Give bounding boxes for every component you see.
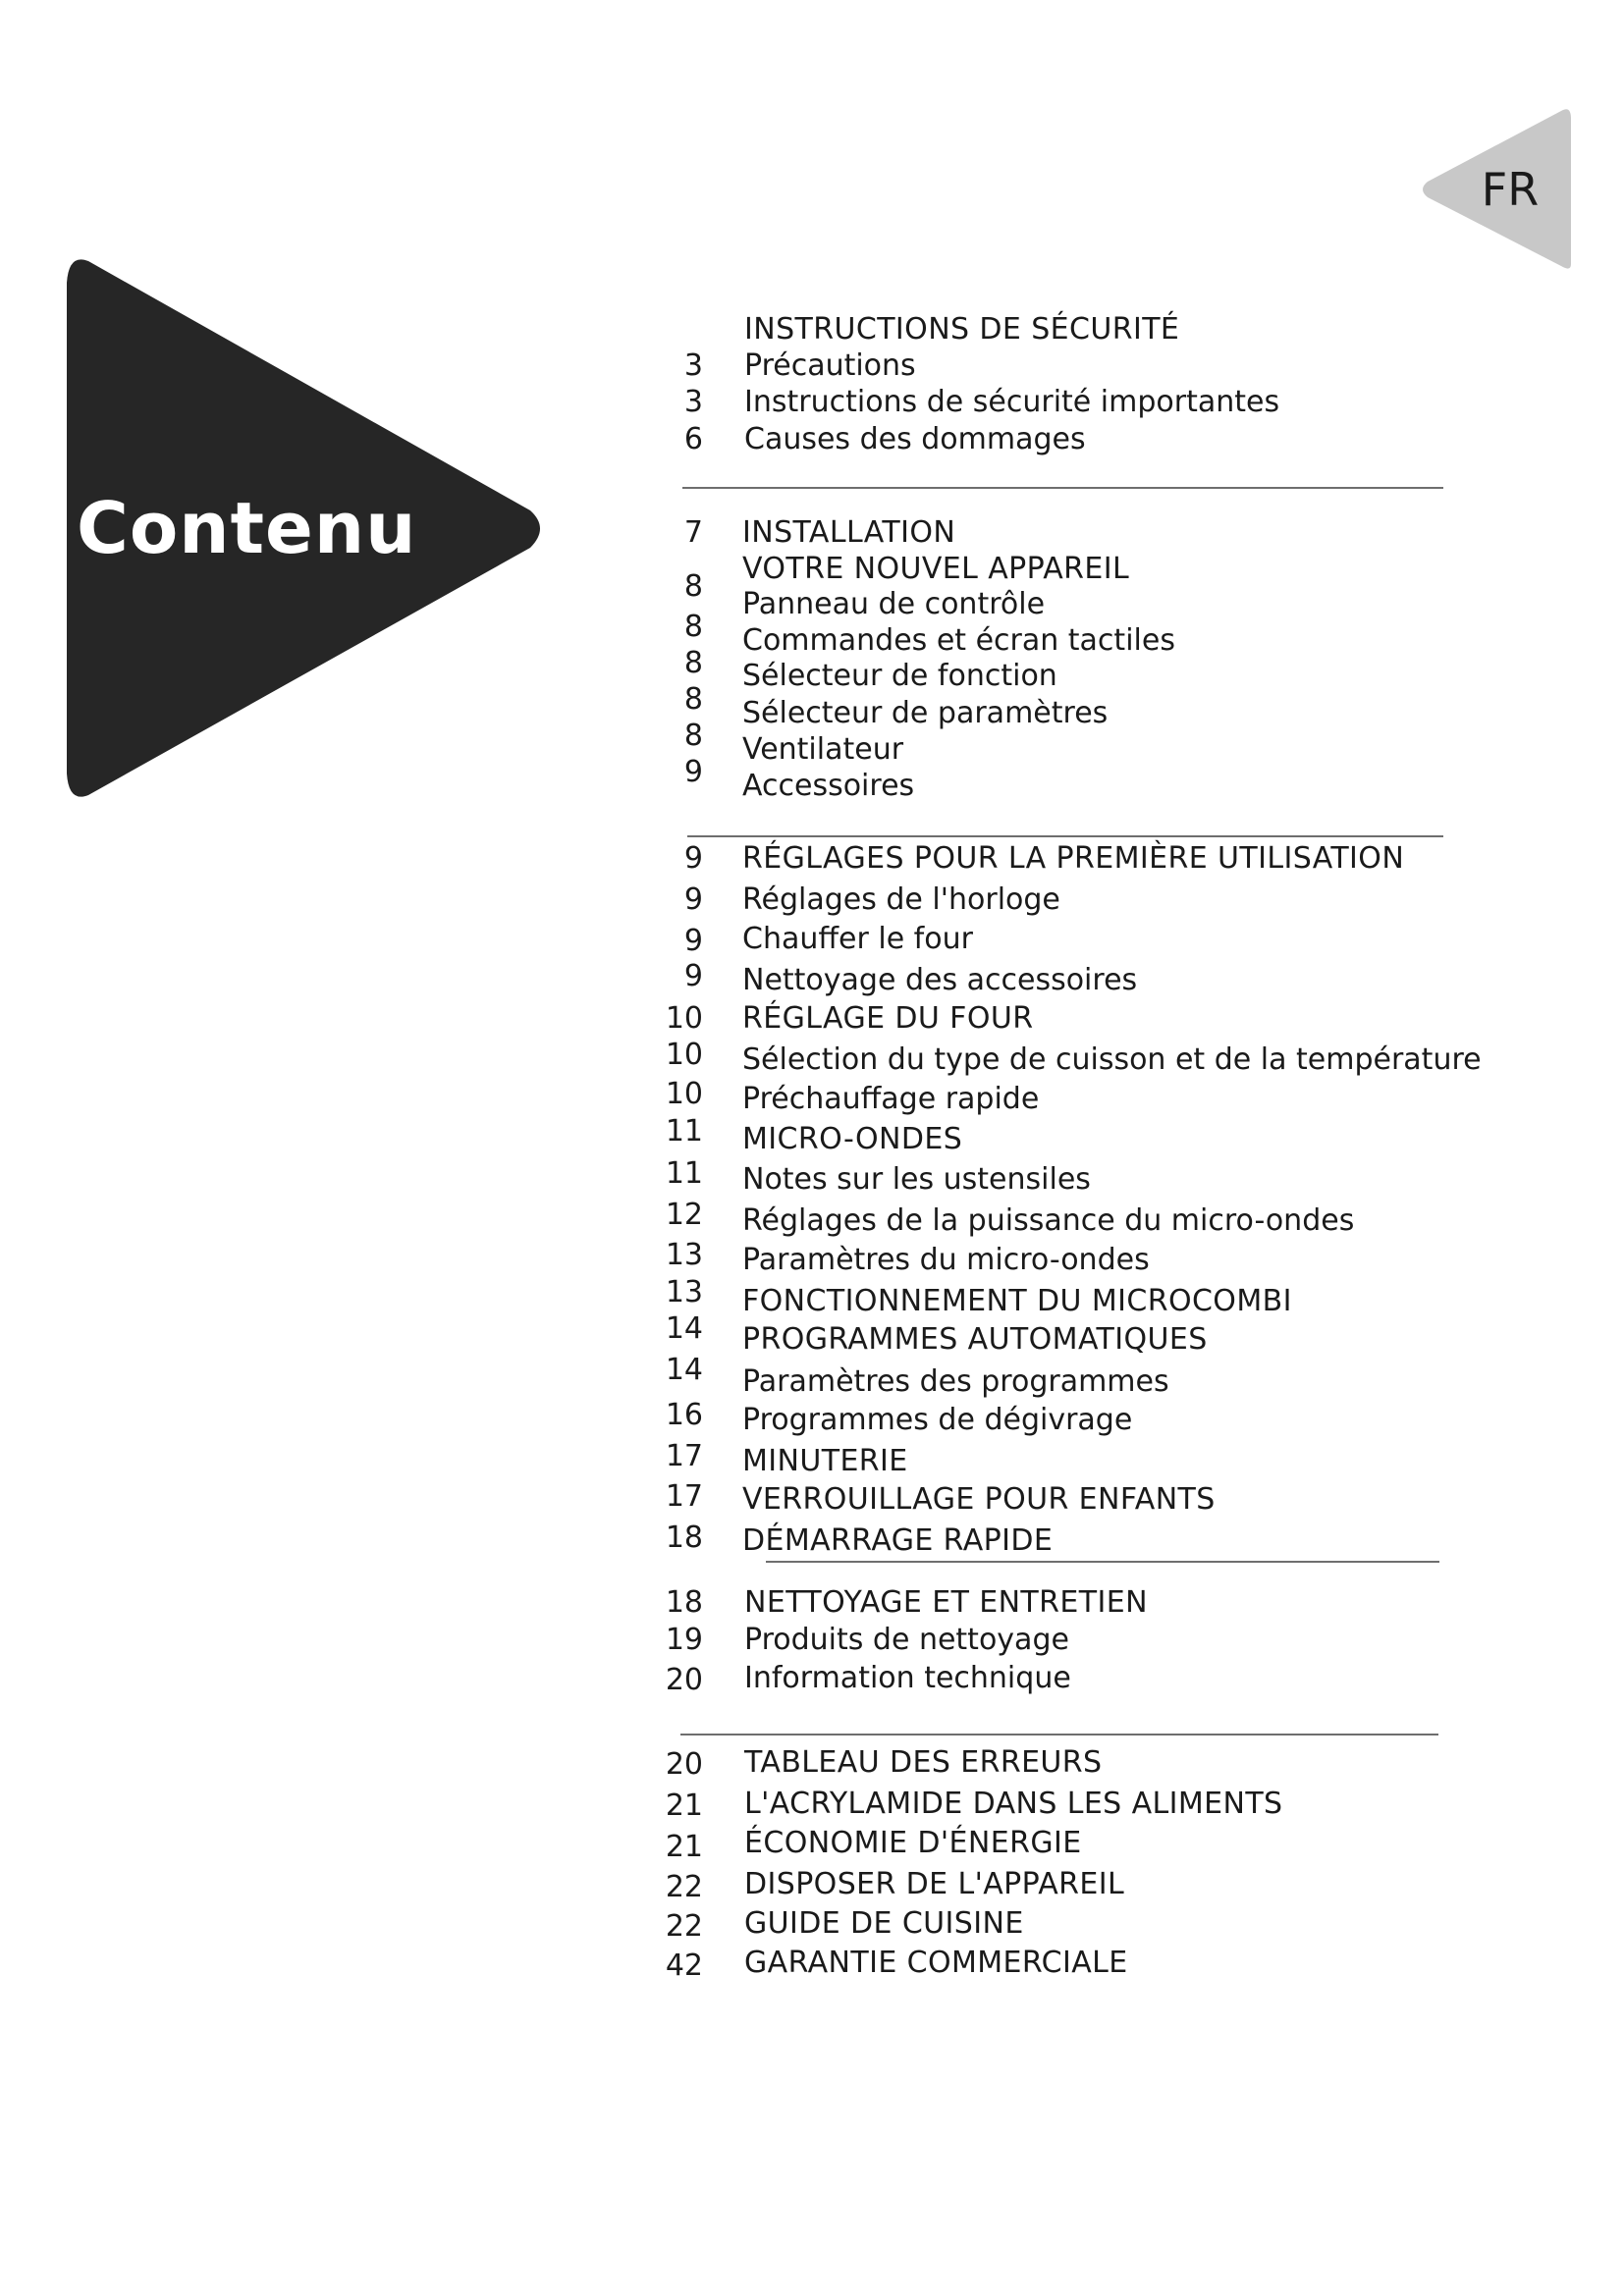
toc-entry-label: INSTRUCTIONS DE SÉCURITÉ <box>744 312 1180 347</box>
toc-entry-label: PROGRAMMES AUTOMATIQUES <box>742 1322 1208 1357</box>
toc-page-number: 20 <box>665 1663 703 1697</box>
toc-page-number: 8 <box>683 646 703 680</box>
toc-page-number: 16 <box>665 1398 703 1432</box>
toc-entry-label: TABLEAU DES ERREURS <box>744 1745 1103 1780</box>
toc-entry[interactable] <box>648 959 1591 999</box>
section-divider <box>766 1561 1439 1563</box>
toc-page-number: 21 <box>665 1789 703 1823</box>
toc-entry-label: VOTRE NOUVEL APPAREIL <box>742 552 1130 586</box>
toc-entry[interactable] <box>648 1786 1591 1823</box>
toc-entry[interactable] <box>648 1866 1591 1903</box>
toc-page-number: 10 <box>665 1077 703 1111</box>
toc-entry-label: Sélection du type de cuisson et de la température <box>742 1042 1482 1077</box>
toc-page-number: 10 <box>665 1001 703 1036</box>
toc-entry[interactable] <box>648 1439 1591 1480</box>
toc-page-number: 7 <box>683 515 703 550</box>
toc-entry-label: DÉMARRAGE RAPIDE <box>742 1523 1054 1558</box>
toc-page-number: 14 <box>665 1311 703 1346</box>
toc-entry[interactable] <box>648 514 1591 552</box>
toc-entry[interactable] <box>648 1238 1591 1279</box>
contents-title: Contenu <box>77 487 417 569</box>
toc-page-number: 9 <box>683 755 703 789</box>
toc-entry-label: VERROUILLAGE POUR ENFANTS <box>742 1482 1216 1517</box>
toc-entry[interactable] <box>648 1000 1591 1038</box>
toc-entry-label: INSTALLATION <box>742 515 956 550</box>
toc-entry[interactable] <box>648 921 1591 958</box>
toc-entry[interactable] <box>648 840 1591 878</box>
toc-entry-label: RÉGLAGE DU FOUR <box>742 1001 1034 1036</box>
toc-page-number: 17 <box>665 1479 703 1514</box>
toc-entry[interactable] <box>648 1905 1591 1943</box>
toc-entry-label: DISPOSER DE L'APPAREIL <box>744 1867 1125 1901</box>
toc-entry-label: Sélecteur de paramètres <box>742 696 1109 730</box>
section-divider <box>687 835 1443 837</box>
toc-page-number: 13 <box>665 1238 703 1272</box>
toc-page-number: 10 <box>665 1038 703 1072</box>
toc-page-number: 8 <box>683 610 703 644</box>
toc-page-number: 12 <box>665 1198 703 1232</box>
toc-page-number: 22 <box>665 1870 703 1904</box>
toc-page-number: 19 <box>665 1623 703 1657</box>
toc-entry-label: FONCTIONNEMENT DU MICROCOMBI <box>742 1284 1292 1318</box>
toc-entry[interactable] <box>648 1744 1591 1782</box>
toc-entry[interactable] <box>648 421 1591 458</box>
toc-page-number: 9 <box>683 841 703 876</box>
toc-page-number: 13 <box>665 1275 703 1309</box>
toc-entry[interactable] <box>648 1275 1591 1320</box>
section-divider <box>682 487 1443 489</box>
toc-entry-label: Précautions <box>744 348 916 383</box>
toc-entry[interactable] <box>648 1311 1591 1359</box>
toc-entry-label: Notes sur les ustensiles <box>742 1162 1091 1197</box>
toc-page-number: 3 <box>683 385 703 419</box>
toc-entry[interactable] <box>648 768 1591 805</box>
toc-page-number: 11 <box>665 1156 703 1191</box>
toc-entry[interactable] <box>648 347 1591 385</box>
toc-page-number: 17 <box>665 1439 703 1473</box>
toc-entry[interactable] <box>648 1114 1591 1158</box>
toc-entry-label: Commandes et écran tactiles <box>742 623 1175 658</box>
toc-entry[interactable] <box>648 1660 1591 1697</box>
toc-entry-label: MICRO-ONDES <box>742 1122 963 1156</box>
toc-page-number: 42 <box>665 1949 703 1983</box>
toc-entry-label: L'ACRYLAMIDE DANS LES ALIMENTS <box>744 1787 1283 1821</box>
toc-page-number: 20 <box>665 1747 703 1782</box>
toc-page-number: 8 <box>683 569 703 604</box>
toc-entry[interactable] <box>648 1825 1591 1862</box>
toc-entry[interactable] <box>648 1077 1591 1118</box>
toc-page-number: 9 <box>683 959 703 993</box>
toc-page-number: 8 <box>683 682 703 717</box>
toc-entry-label: Causes des dommages <box>744 422 1086 456</box>
section-divider <box>680 1734 1438 1735</box>
toc-entry-label: Chauffer le four <box>742 922 973 956</box>
toc-entry-label: ÉCONOMIE D'ÉNERGIE <box>744 1826 1082 1860</box>
toc-entry[interactable] <box>648 311 1591 348</box>
toc-entry-label: Ventilateur <box>742 732 904 767</box>
toc-page-number: 3 <box>683 348 703 383</box>
toc-entry-label: GARANTIE COMMERCIALE <box>744 1946 1128 1980</box>
toc-entry-label: Sélecteur de fonction <box>742 659 1057 693</box>
toc-entry-label: Paramètres des programmes <box>742 1364 1169 1399</box>
toc-entry-label: Nettoyage des accessoires <box>742 963 1138 997</box>
toc-entry[interactable] <box>648 1038 1591 1079</box>
toc-page-number: 22 <box>665 1909 703 1944</box>
toc-entry[interactable] <box>648 384 1591 421</box>
toc-entry[interactable] <box>648 1945 1591 1982</box>
toc-page-number: 18 <box>665 1521 703 1555</box>
toc-page-number: 14 <box>665 1353 703 1387</box>
toc-entry-label: Programmes de dégivrage <box>742 1403 1133 1437</box>
toc-entry[interactable] <box>648 1198 1591 1240</box>
toc-page-number: 21 <box>665 1830 703 1864</box>
toc-entry[interactable] <box>648 1156 1591 1199</box>
toc-entry-label: Paramètres du micro-ondes <box>742 1243 1150 1277</box>
toc-entry-label: Accessoires <box>742 769 915 803</box>
toc-page-number: 6 <box>683 422 703 456</box>
toc-page-number: 18 <box>665 1585 703 1620</box>
language-badge-label: FR <box>1481 163 1540 216</box>
toc-entry[interactable] <box>648 1481 1591 1519</box>
toc-entry-label: Instructions de sécurité importantes <box>744 385 1280 419</box>
toc-entry-label: Panneau de contrôle <box>742 587 1046 621</box>
toc-entry[interactable] <box>648 1353 1591 1401</box>
toc-page-number: 9 <box>683 882 703 917</box>
toc-entry[interactable] <box>648 1584 1591 1622</box>
toc-entry[interactable] <box>648 881 1591 919</box>
toc-entry-label: Préchauffage rapide <box>742 1082 1040 1116</box>
toc-entry-label: Produits de nettoyage <box>744 1623 1069 1657</box>
toc-page-number: 9 <box>683 924 703 958</box>
toc-entry-label: MINUTERIE <box>742 1444 908 1478</box>
toc-page-number: 11 <box>665 1114 703 1148</box>
toc-entry[interactable] <box>648 1522 1591 1560</box>
toc-entry-label: NETTOYAGE ET ENTRETIEN <box>744 1585 1148 1620</box>
toc-entry[interactable] <box>648 1398 1591 1439</box>
toc-entry-label: Réglages de la puissance du micro-ondes <box>742 1203 1355 1238</box>
toc-entry[interactable] <box>648 1622 1591 1659</box>
toc-page-number: 8 <box>683 719 703 753</box>
toc-entry-label: Réglages de l'horloge <box>742 882 1060 917</box>
toc-entry-label: Information technique <box>744 1661 1071 1695</box>
toc-entry-label: RÉGLAGES POUR LA PREMIÈRE UTILISATION <box>742 841 1405 876</box>
toc-entry-label: GUIDE DE CUISINE <box>744 1906 1024 1941</box>
